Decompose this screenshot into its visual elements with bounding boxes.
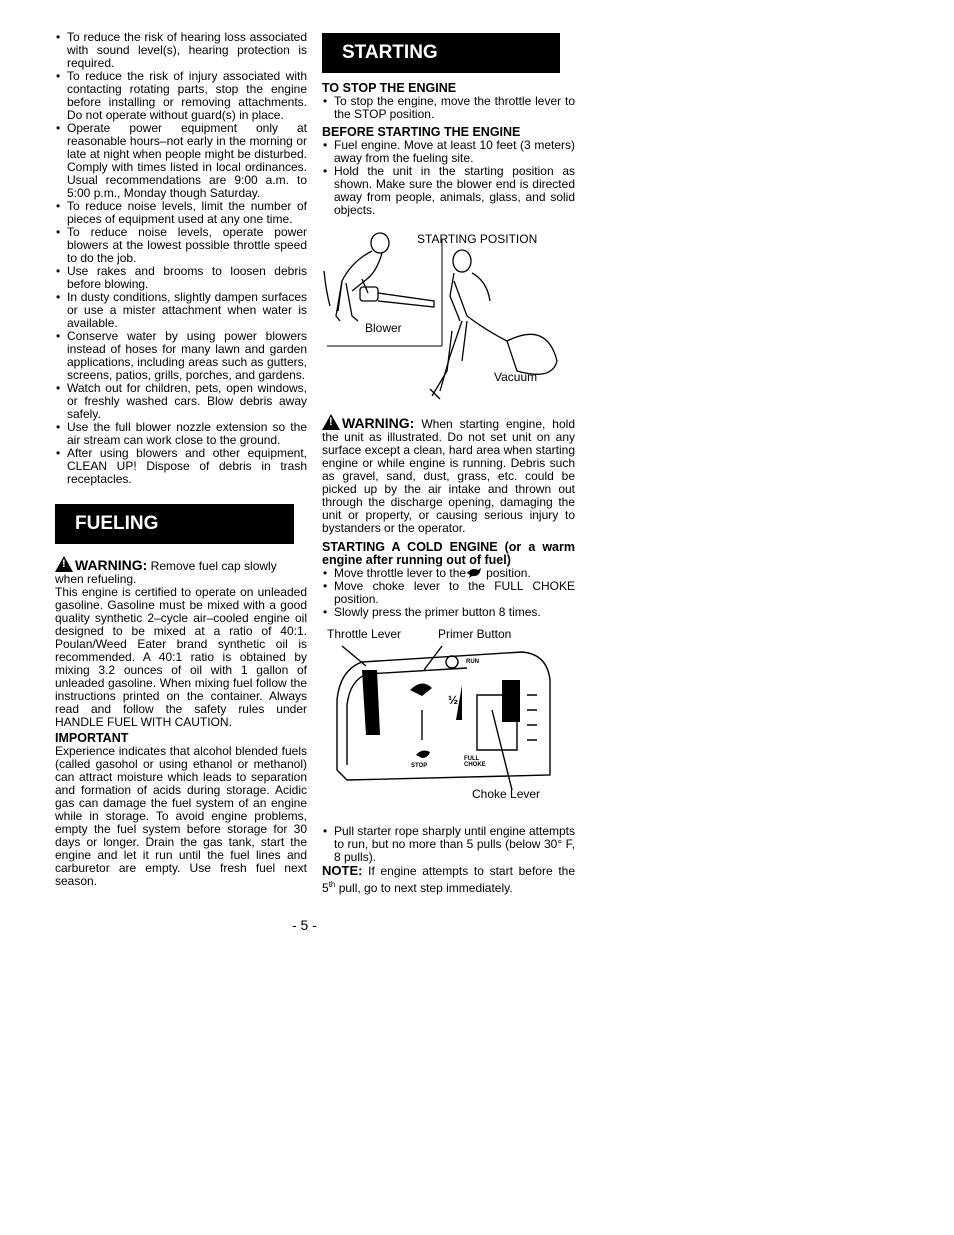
stop-bullet-list — [322, 95, 575, 121]
list-item: • In dusty conditions, slightly dampen surfaces or use a mister attachment when water is available. — [55, 291, 307, 330]
list-item: • Hold the unit in the starting position as shown. Make sure the blower end is directed away from people, animals, glass, and solid objects. — [322, 165, 575, 217]
pull-bullet-list — [322, 825, 575, 864]
start-warning-text: When starting engine, hold the unit as illustrated. Do not set unit on any surface except a clean, hard area when starting engine or while engine is running. Debris such as gravel, sand, dust, grass, etc. could be picked up by the air intake and thrown out through the discharge opening, damaging the unit or property, or causing serious injury to bystanders or the operator. — [322, 417, 575, 535]
starting-position-label: STARTING POSITION — [417, 232, 538, 246]
important-paragraph: Experience indicates that alcohol blended fuels (called gasohol or using ethanol or methanol) can attract moisture which leads to separation and formation of acids during storage. Acidic gas can damage the fuel system of an engine while in storage. To avoid engine problems, empty the fuel system before storage for 30 days or longer. Drain the gas tank, start the engine and let it run until the fuel lines and carburetor are empty. Use fresh fuel next season. — [55, 744, 307, 888]
throttle-lever-label: Throttle Lever — [327, 627, 402, 641]
choke-word: CHOKE — [464, 762, 486, 768]
fuel-warning-text: Remove fuel cap slowly when refueling. — [55, 559, 277, 586]
right-column — [322, 33, 575, 895]
choke-lever-label: Choke Lever — [472, 787, 541, 801]
list-item: • To reduce the risk of injury associated with contacting rotating parts, stop the engine before installing or removing attachments. Do not operate without guard(s) in place. — [55, 70, 307, 122]
page-number: - 5 - — [292, 917, 317, 933]
before-bullet-list — [322, 139, 575, 217]
note-text-b: pull, go to next step immediately. — [338, 881, 513, 895]
fueling-title: FUELING — [75, 513, 159, 534]
fueling-banner — [55, 504, 294, 544]
list-item: • Fuel engine. Move at least 10 feet (3 meters) away from the fueling site. — [322, 139, 575, 165]
stop-mark: STOP — [411, 763, 428, 769]
safety-bullet-list — [55, 31, 307, 486]
note-sup: th — [328, 880, 336, 889]
list-item: • To reduce the risk of hearing loss associated with sound level(s), hearing protection is required. — [55, 31, 307, 70]
blower-label: Blower — [365, 321, 402, 335]
control-panel-figure — [322, 628, 575, 825]
list-item — [322, 606, 575, 619]
list-item: • To reduce noise levels, limit the number of pieces of equipment used at any one time. — [55, 200, 307, 226]
half-mark: ½ — [448, 693, 459, 707]
note — [322, 864, 575, 895]
primer-button-label: Primer Button — [438, 627, 512, 641]
note-text-a: If engine attempts to start before the 5 — [322, 864, 575, 895]
warning-triangle-icon — [322, 414, 340, 430]
starting-position-illustration — [322, 221, 575, 416]
starting-banner — [322, 33, 560, 73]
list-item: • To reduce noise levels, operate power blowers at the lowest possible throttle speed to do the job. — [55, 226, 307, 265]
full-choke-mark — [464, 756, 486, 768]
cold-engine-heading: STARTING A COLD ENGINE (or a warm engine after running out of fuel) — [322, 540, 575, 567]
list-item: • Operate power equipment only at reasonable hours–not early in the morning or late at night when people might be disturbed. Comply with times listed in local ordinances. Usual recommendations are 9:00 a.m. to 5:00 p.m., Monday though Saturday. — [55, 122, 307, 200]
list-item: • Watch out for children, pets, open windows, or freshly washed cars. Blow debris away safely. — [55, 382, 307, 421]
rabbit-fast-icon — [466, 567, 482, 578]
vacuum-label: Vacuum — [494, 370, 538, 384]
starting-position-figure — [322, 221, 575, 416]
list-item: • After using blowers and other equipment, CLEAN UP! Dispose of debris in trash receptacles. — [55, 447, 307, 486]
list-item: • Conserve water by using power blowers instead of hoses for many lawn and garden applications, including areas such as gutters, screens, patios, grills, porches, and gardens. — [55, 330, 307, 382]
list-item-text: Move throttle lever to the — [334, 566, 467, 580]
control-panel-illustration — [322, 640, 575, 810]
note-label: NOTE: — [322, 863, 363, 878]
full-word: FULL — [464, 756, 480, 762]
left-column — [55, 31, 307, 888]
fuel-warning-label: WARNING: — [75, 557, 148, 573]
list-item-text: position. — [486, 566, 531, 580]
list-item-text: Move choke lever to the FULL CHOKE position. — [334, 579, 575, 606]
list-item: • To stop the engine, move the throttle lever to the STOP position. — [322, 95, 575, 121]
start-warning-label: WARNING: — [342, 415, 415, 431]
stop-heading: TO STOP THE ENGINE — [322, 81, 457, 95]
important-heading: IMPORTANT — [55, 731, 129, 745]
run-mark: RUN — [466, 659, 479, 665]
list-item: • Use rakes and brooms to loosen debris before blowing. — [55, 265, 307, 291]
cold-bullet-list — [322, 567, 575, 619]
start-warning — [322, 414, 575, 535]
list-item: • Pull starter rope sharply until engine attempts to run, but no more than 5 pulls (below 30° F, 8 pulls). — [322, 825, 575, 864]
before-heading: BEFORE STARTING THE ENGINE — [322, 125, 521, 139]
starting-title: STARTING — [342, 42, 438, 63]
fuel-paragraph: This engine is certified to operate on unleaded gasoline. Gasoline must be mixed with a good quality synthetic 2–cycle air–cooled engine oil designed to be mixed at a ratio of 40:1. Poulan/Weed Eater brand synthetic oil is recommended. A 40:1 ratio is obtained by mixing 3.2 ounces of oil with 1 gallon of unleaded gasoline. When mixing fuel follow the instructions printed on the container. Always read and follow the safety rules under HANDLE FUEL WITH CAUTION. — [55, 585, 307, 729]
warning-triangle-icon — [55, 556, 73, 572]
fuel-warning — [55, 556, 307, 586]
list-item: • Use the full blower nozzle extension so the air stream can work close to the ground. — [55, 421, 307, 447]
list-item — [322, 580, 575, 606]
list-item-text: Slowly press the primer button 8 times. — [334, 605, 541, 619]
